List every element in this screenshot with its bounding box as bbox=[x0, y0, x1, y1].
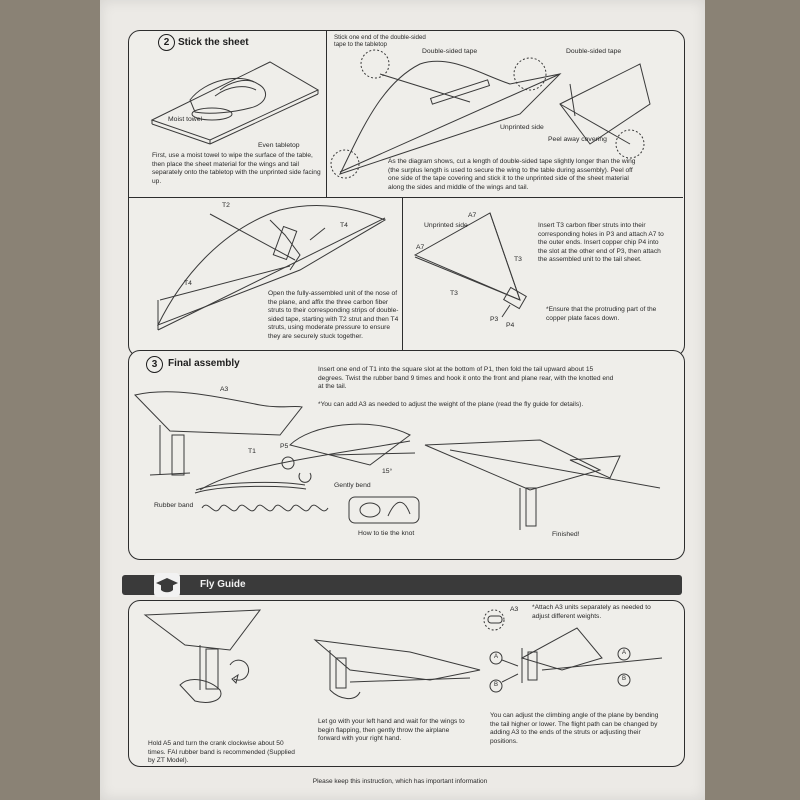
step2-struts-text: Open the fully-assembled unit of the nose of the plane, and affix the three carbon fiber struts to their corresponding strips of double-sided tape, starting with T2 strut and then T4 struts, using moderate pressure to ensure they are securely stuck together. bbox=[268, 290, 399, 340]
fly-attach-note: *Attach A3 units separately as needed to adjust different weights. bbox=[532, 604, 651, 620]
fly-text-3: You can adjust the climbing angle of the plane by bending the tail higher or lower. The flight path can be changed by adding A3 to the ends of the struts or adjusting their positions. bbox=[490, 712, 659, 745]
finished-label: Finished! bbox=[552, 531, 580, 538]
t3-label-b: T3 bbox=[450, 290, 458, 297]
step3-number: 3 bbox=[146, 356, 163, 373]
step2-title: Stick the sheet bbox=[178, 37, 249, 48]
t4-label-a: T4 bbox=[340, 222, 348, 229]
angle-label: 15° bbox=[382, 468, 393, 475]
a7-label-b: A7 bbox=[416, 244, 425, 251]
finished-plane-illustration bbox=[420, 430, 670, 540]
step2-row-divider bbox=[129, 197, 683, 198]
step2-tail-text: Insert T3 carbon fiber struts into their corresponding holes in P3 and attach A7 to the outer ends. Insert copper chip P4 into the slot at the other end of P3, then attach the assembled unit to the tail sheet. bbox=[538, 222, 664, 264]
rubber-band-label: Rubber band bbox=[154, 502, 194, 509]
rubber-band-illustration bbox=[200, 496, 350, 520]
stick-end-label: Stick one end of the double-sided tape to the tabletop bbox=[334, 34, 426, 48]
tape-label-a: Double-sided tape bbox=[422, 48, 478, 55]
unprinted-side-label-2: Unprinted side bbox=[424, 222, 468, 229]
t3-label-a: T3 bbox=[514, 256, 522, 263]
tape-label-b: Double-sided tape bbox=[566, 48, 622, 55]
footer-note: Please keep this instruction, which has important information bbox=[312, 778, 488, 785]
graduation-cap-icon bbox=[154, 573, 180, 597]
peel-away-label: Peel away covering bbox=[548, 136, 607, 143]
step3-text-2: *You can add A3 as needed to adjust the weight of the plane (read the fly guide for details). bbox=[318, 401, 584, 408]
t2-label: T2 bbox=[222, 202, 230, 209]
p4-label: P4 bbox=[506, 322, 515, 329]
step2-text-left: First, use a moist towel to wipe the surface of the table, then place the sheet material for the wings and tail separately onto the tabletop with the unprinted side facing up. bbox=[152, 152, 321, 185]
moist-towel-label: Moist towel bbox=[168, 116, 202, 123]
step2-col-divider-bottom bbox=[402, 198, 403, 355]
adjust-tail-illustration bbox=[482, 608, 667, 703]
throw-illustration bbox=[310, 630, 480, 710]
p5-label: P5 bbox=[280, 443, 289, 450]
knot-label: How to tie the knot bbox=[358, 530, 415, 537]
unprinted-side-label: Unprinted side bbox=[500, 124, 544, 131]
knot-illustration bbox=[348, 496, 420, 524]
step2-col-divider-top bbox=[326, 31, 327, 197]
fly-a3-label: A3 bbox=[510, 606, 519, 613]
crank-illustration bbox=[140, 605, 290, 710]
mark-a-right: A bbox=[622, 650, 627, 656]
mark-b-left: B bbox=[494, 682, 499, 688]
a3-label: A3 bbox=[220, 386, 229, 393]
mark-a-left: A bbox=[494, 654, 499, 660]
t4-label-b: T4 bbox=[184, 280, 192, 287]
t1-label: T1 bbox=[248, 448, 256, 455]
fly-text-2: Let go with your left hand and wait for the wings to begin flapping, then gently throw the airplane forward with your right hand. bbox=[318, 718, 465, 743]
a7-label-a: A7 bbox=[468, 212, 477, 219]
wipe-table-illustration bbox=[150, 60, 320, 150]
step2-text-right: As the diagram shows, cut a length of double-sided tape slightly longer than the wing (the surplus length is used to secure the wing to the table during assembly). Peel off one side of the tape covering and stick it to the unprinted side of the sheet material along the sides and middle of the wings and tail. bbox=[388, 158, 636, 191]
fly-text-1: Hold A5 and turn the crank clockwise about 50 times. FAI rubber band is recommended (Supplied by ZT Model). bbox=[148, 740, 295, 765]
gently-bend-label: Gently bend bbox=[334, 482, 371, 489]
step3-title: Final assembly bbox=[168, 358, 240, 369]
mark-b-right: B bbox=[622, 676, 627, 682]
step2-ensure-text: *Ensure that the protruding part of the copper plate faces down. bbox=[546, 306, 657, 322]
step2-number: 2 bbox=[158, 34, 175, 51]
even-tabletop-label: Even tabletop bbox=[258, 142, 300, 149]
step3-text-1: Insert one end of T1 into the square slot at the bottom of P1, then fold the tail upward about 15 degrees. Twist the rubber band 9 times and hook it onto the front and plane rear, with the knotted end at the tail. bbox=[318, 366, 614, 391]
p3-label: P3 bbox=[490, 316, 499, 323]
fly-guide-title: Fly Guide bbox=[200, 579, 246, 590]
